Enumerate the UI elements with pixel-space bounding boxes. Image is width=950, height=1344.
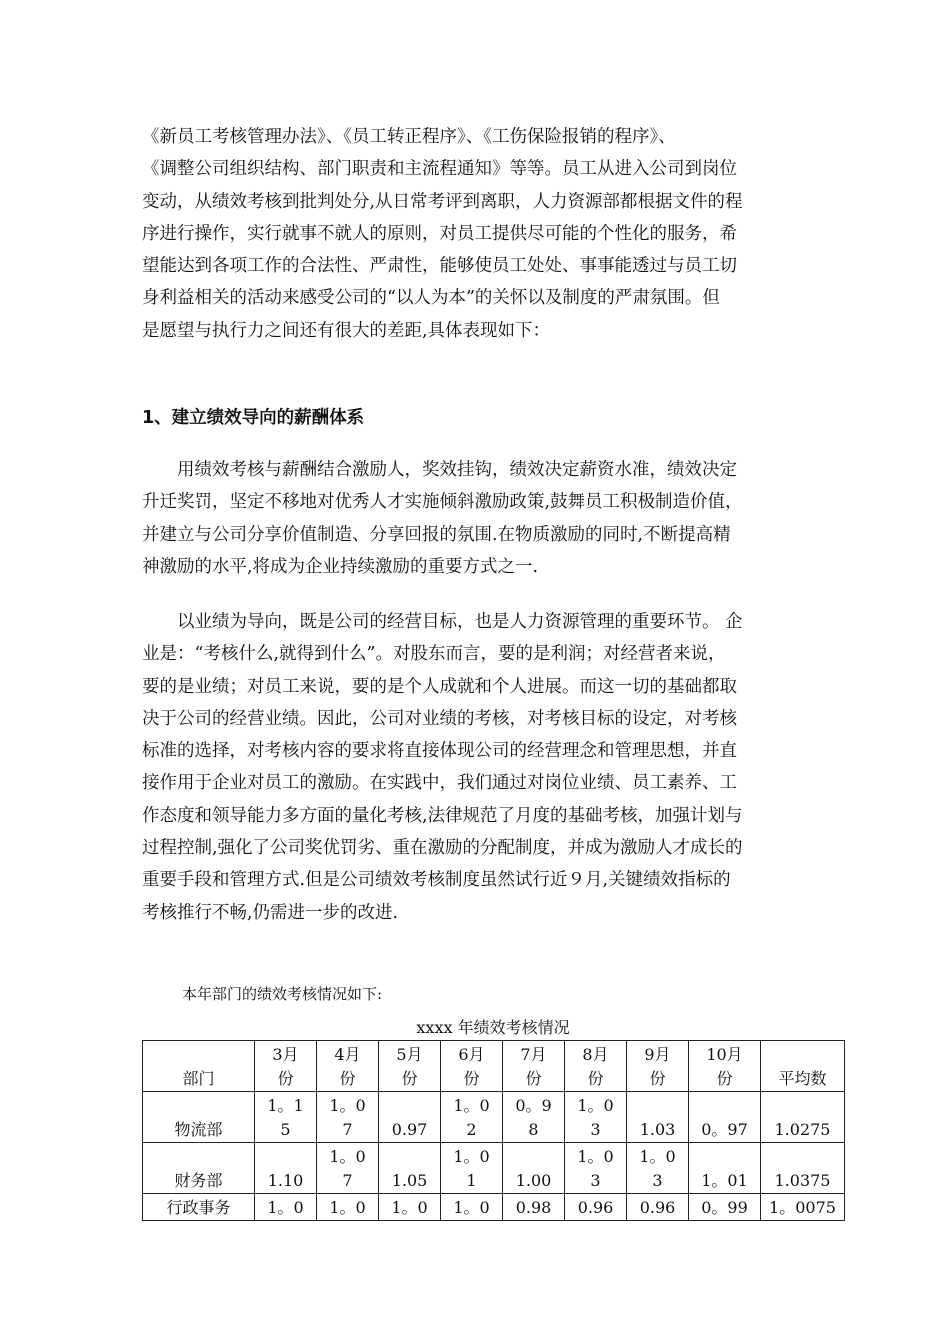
cell-text: 份: [339, 1069, 356, 1088]
value-cell: [565, 1092, 627, 1143]
text-line: 升迁奖罚，坚定不移地对优秀人才实施倾斜激励政策,鼓舞员工积极制造价值，: [142, 492, 743, 513]
value-cell: [317, 1143, 379, 1194]
column-header: [441, 1041, 503, 1092]
performance-table: [142, 1040, 845, 1221]
cell-text: 份: [649, 1069, 666, 1088]
text-line: 《调整公司组织结构、部门职责和主流程通知》等等。员工从进入公司到岗位: [142, 159, 737, 180]
cell-text: 7月: [520, 1045, 547, 1064]
value-cell: [565, 1143, 627, 1194]
cell-text: 1。0: [329, 1147, 366, 1166]
value-cell: [761, 1092, 845, 1143]
text-line: 神激励的水平,将成为企业持续激励的重要方式之一.: [142, 556, 539, 577]
table-note: 本年部门的绩效考核情况如下:: [182, 985, 383, 1003]
cell-text: 3: [590, 1120, 601, 1139]
text-line: 接作用于企业对员工的激励。在实践中，我们通过对岗位业绩、员工素养、工: [142, 773, 737, 794]
column-header: [627, 1041, 689, 1092]
cell-text: 1.10: [267, 1171, 304, 1190]
text-line: 以业绩为导向，既是公司的经营目标，也是人力资源管理的重要环节。 企: [142, 612, 743, 632]
text-line: 望能达到各项工作的合法性、严肃性，能够使员工处处、事事能透过与员工切: [142, 256, 737, 277]
department-cell: 财务部: [143, 1143, 255, 1194]
value-cell: [503, 1092, 565, 1143]
cell-text: 9月: [644, 1045, 671, 1064]
value-cell: [689, 1092, 761, 1143]
column-header: [565, 1041, 627, 1092]
cell-text: 8: [528, 1120, 539, 1139]
cell-text: 1.00: [515, 1171, 552, 1190]
cell-text: 3: [652, 1171, 663, 1190]
cell-text: 1: [466, 1171, 477, 1190]
cell-text: 0.96: [639, 1198, 676, 1217]
cell-text: 份: [463, 1069, 480, 1088]
cell-text: 1。0: [329, 1198, 366, 1217]
value-cell: [441, 1092, 503, 1143]
cell-text: 2: [466, 1120, 477, 1139]
cell-text: 5: [280, 1120, 291, 1139]
table-row: [143, 1092, 845, 1143]
section-heading: 1、建立绩效导向的薪酬体系: [142, 408, 365, 428]
cell-text: 份: [587, 1069, 604, 1088]
cell-text: 1。01: [701, 1171, 748, 1190]
value-cell: [689, 1143, 761, 1194]
cell-text: 1。0: [267, 1198, 304, 1217]
value-cell: [441, 1143, 503, 1194]
value-cell: [761, 1143, 845, 1194]
value-cell: [565, 1194, 627, 1221]
table-header-row: [143, 1041, 845, 1092]
table-row: [143, 1143, 845, 1194]
value-cell: [627, 1143, 689, 1194]
performance-paragraph: [142, 606, 808, 929]
salary-paragraph: [142, 454, 808, 583]
value-cell: [689, 1194, 761, 1221]
cell-text: 0。97: [701, 1120, 748, 1139]
cell-text: 3: [590, 1171, 601, 1190]
text-line: 过程控制,强化了公司奖优罚劣、重在激励的分配制度，并成为激励人才成长的: [142, 838, 743, 859]
cell-text: 5月: [396, 1045, 423, 1064]
department-cell: 物流部: [143, 1092, 255, 1143]
value-cell: [255, 1143, 317, 1194]
text-line: 是愿望与执行力之间还有很大的差距,具体表现如下：: [142, 320, 551, 341]
text-line: 考核推行不畅,仍需进一步的改进.: [142, 902, 399, 923]
value-cell: [761, 1194, 845, 1221]
column-header: [317, 1041, 379, 1092]
cell-text: 1.0375: [774, 1171, 831, 1190]
cell-text: 1。1: [267, 1096, 304, 1115]
cell-text: 0。99: [701, 1198, 748, 1217]
value-cell: [317, 1194, 379, 1221]
table-caption: xxxx 年绩效考核情况: [416, 1018, 570, 1037]
cell-text: 0.98: [515, 1198, 552, 1217]
cell-text: 8月: [582, 1045, 609, 1064]
value-cell: [503, 1194, 565, 1221]
text-line: 要的是业绩；对员工来说，要的是个人成就和个人进展。而这一切的基础都取: [142, 676, 737, 697]
cell-text: 0.97: [391, 1120, 428, 1139]
text-line: 业是：“考核什么,就得到什么”。对股东而言，要的是利润；对经营者来说，: [142, 644, 726, 665]
value-cell: [441, 1194, 503, 1221]
cell-text: 1。0: [453, 1147, 490, 1166]
value-cell: [379, 1092, 441, 1143]
value-cell: [627, 1194, 689, 1221]
value-cell: [255, 1194, 317, 1221]
text-line: 身利益相关的活动来感受公司的“以人为本”的关怀以及制度的严肃氛围。但: [142, 288, 720, 309]
text-line: 重要手段和管理方式.但是公司绩效考核制度虽然试行近９月,关键绩效指标的: [142, 870, 731, 891]
cell-text: 1.03: [639, 1120, 676, 1139]
cell-text: 7: [342, 1171, 353, 1190]
cell-text: 3月: [272, 1045, 299, 1064]
text-line: 并建立与公司分享价值制造、分享回报的氛围.在物质激励的同时,不断提高精: [142, 524, 731, 545]
column-header: [761, 1041, 845, 1092]
cell-text: 份: [716, 1069, 733, 1088]
cell-text: 0.96: [577, 1198, 614, 1217]
cell-text: 1。0: [577, 1096, 614, 1115]
value-cell: [503, 1143, 565, 1194]
column-header: [255, 1041, 317, 1092]
text-line: 作态度和领导能力多方面的量化考核,法律规范了月度的基础考核，加强计划与: [142, 805, 743, 826]
column-header: [379, 1041, 441, 1092]
cell-text: 部门: [182, 1069, 215, 1088]
value-cell: [379, 1143, 441, 1194]
cell-text: 1。0: [639, 1147, 676, 1166]
cell-text: 1.0275: [774, 1120, 831, 1139]
cell-text: 1。0: [329, 1096, 366, 1115]
cell-text: 份: [401, 1069, 418, 1088]
cell-text: 7: [342, 1120, 353, 1139]
cell-text: 6月: [458, 1045, 485, 1064]
cell-text: 1.05: [391, 1171, 428, 1190]
cell-text: 4月: [334, 1045, 361, 1064]
cell-text: 1。0: [453, 1198, 490, 1217]
department-cell: 行政事务: [143, 1194, 255, 1221]
cell-text: 份: [525, 1069, 542, 1088]
cell-text: 1。0075: [769, 1198, 836, 1217]
value-cell: [255, 1092, 317, 1143]
cell-text: 1。0: [453, 1096, 490, 1115]
column-header: [503, 1041, 565, 1092]
cell-text: 1。0: [391, 1198, 428, 1217]
text-line: 序进行操作，实行就事不就人的原则，对员工提供尽可能的个性化的服务，希: [142, 223, 737, 244]
column-header: [143, 1041, 255, 1092]
cell-text: 1。0: [577, 1147, 614, 1166]
cell-text: 份: [277, 1069, 294, 1088]
text-line: 用绩效考核与薪酬结合激励人，奖效挂钩，绩效决定薪资水准，绩效决定: [142, 460, 737, 480]
value-cell: [317, 1092, 379, 1143]
cell-text: 0。9: [515, 1096, 552, 1115]
text-line: 标准的选择，对考核内容的要求将直接体现公司的经营理念和管理思想，并直: [142, 741, 737, 762]
text-line: 《新员工考核管理办法》、《员工转正程序》、《工伤保险报销的程序》、: [142, 127, 676, 147]
table-row: [143, 1194, 845, 1221]
intro-paragraph: [142, 121, 808, 347]
text-line: 变动，从绩效考核到批判处分,从日常考评到离职，人力资源部都根据文件的程: [142, 191, 743, 212]
value-cell: [379, 1194, 441, 1221]
text-line: 决于公司的经营业绩。因此，公司对业绩的考核，对考核目标的设定，对考核: [142, 708, 737, 729]
column-header: [689, 1041, 761, 1092]
cell-text: 平均数: [778, 1069, 827, 1088]
value-cell: [627, 1092, 689, 1143]
cell-text: 10月: [706, 1045, 743, 1064]
